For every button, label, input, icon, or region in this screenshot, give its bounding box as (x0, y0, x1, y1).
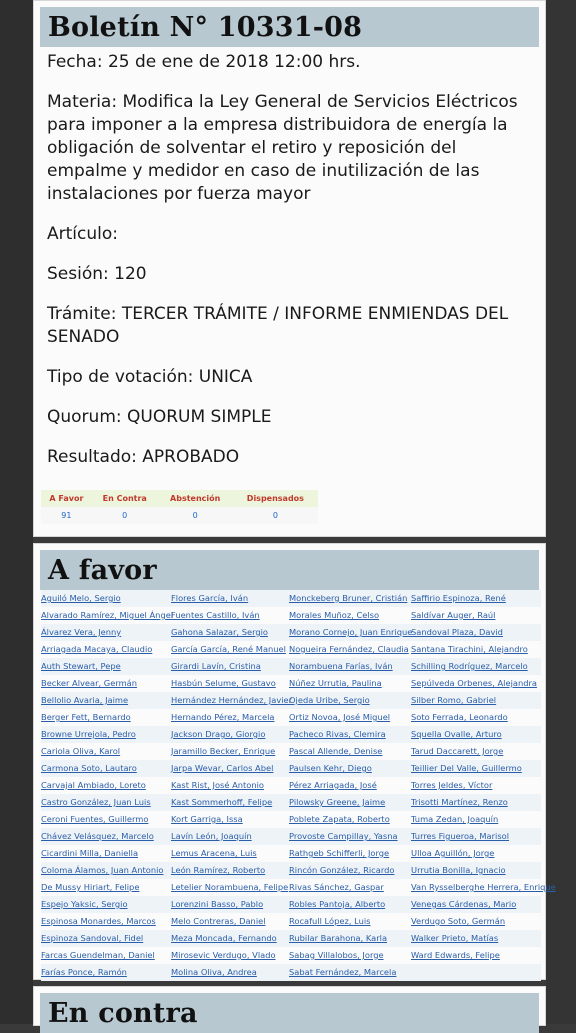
deputy-name-link[interactable]: Farías Ponce, Ramón (41, 967, 127, 977)
deputy-name-link[interactable]: Coloma Álamos, Juan Antonio (41, 865, 164, 875)
deputy-name-link[interactable]: Melo Contreras, Daniel (171, 916, 266, 926)
deputy-name-link[interactable]: Ulloa Aguillón, Jorge (411, 848, 495, 858)
boletin-header (40, 7, 539, 47)
deputy-name-link[interactable]: Jackson Drago, Giorgio (171, 729, 266, 739)
deputy-name-link[interactable]: Pilowsky Greene, Jaime (289, 797, 386, 807)
deputy-name-link[interactable]: Robles Pantoja, Alberto (289, 899, 386, 909)
deputy-name-link[interactable]: Ceroni Fuentes, Guillermo (41, 814, 149, 824)
boletin-title: Boletín N° 10331-08 (48, 11, 363, 43)
fecha-text: Fecha: 25 de ene de 2018 12:00 hrs. (47, 52, 361, 72)
deputy-name-link[interactable]: Pacheco Rivas, Clemira (289, 729, 386, 739)
summary-header-row (41, 490, 318, 507)
summary-header-a-favor: A Favor (41, 490, 92, 507)
deputy-name-link[interactable]: Tuma Zedan, Joaquín (411, 814, 499, 824)
deputy-name-link[interactable]: Mirosevic Verdugo, Vlado (171, 950, 276, 960)
deputy-name-link[interactable]: Flores García, Iván (171, 593, 249, 603)
deputy-name-link[interactable]: De Mussy Hiriart, Felipe (41, 882, 140, 892)
summary-value-abstencion[interactable]: 0 (158, 507, 233, 524)
deputy-name-link[interactable]: Turres Figueroa, Marisol (411, 831, 510, 841)
deputy-name-link[interactable]: Schilling Rodríguez, Marcelo (411, 661, 528, 671)
deputy-name-link[interactable]: Carmona Soto, Lautaro (41, 763, 137, 773)
deputy-name-link[interactable]: Hasbún Selume, Gustavo (171, 678, 276, 688)
deputy-name-link[interactable]: Sabat Fernández, Marcela (289, 967, 397, 977)
deputy-name-link[interactable]: Espejo Yaksic, Sergio (41, 899, 128, 909)
deputy-name-link[interactable]: Hernández Hernández, Javier (171, 695, 293, 705)
deputy-name-link[interactable]: Poblete Zapata, Roberto (289, 814, 390, 824)
deputy-name-link[interactable]: Auth Stewart, Pepe (41, 661, 121, 671)
quorum-text: Quorum: QUORUM SIMPLE (47, 407, 272, 427)
deputy-name-link[interactable]: Provoste Campillay, Yasna (289, 831, 398, 841)
boletin-info (34, 51, 545, 469)
deputy-name-link[interactable]: Berger Fett, Bernardo (41, 712, 131, 722)
summary-header-dispensados: Dispensados (233, 490, 318, 507)
summary-header-en-contra: En Contra (92, 490, 158, 507)
articulo-text: Artículo: (47, 224, 118, 244)
deputy-name-link[interactable]: Letelier Norambuena, Felipe (171, 882, 289, 892)
deputy-name-link[interactable]: Lavín León, Joaquín (171, 831, 252, 841)
deputy-name-link[interactable]: Venegas Cárdenas, Mario (411, 899, 517, 909)
deputy-name-link[interactable]: Rubilar Barahona, Karla (289, 933, 388, 943)
deputy-name-link[interactable]: Squella Ovalle, Arturo (411, 729, 502, 739)
en-contra-title: En contra (48, 997, 198, 1029)
deputy-name-link[interactable]: Kort Garriga, Issa (171, 814, 243, 824)
deputy-name-link[interactable]: León Ramírez, Roberto (171, 865, 266, 875)
deputy-name-link[interactable]: Browne Urrejola, Pedro (41, 729, 136, 739)
deputy-name-link[interactable]: Gahona Salazar, Sergio (171, 627, 268, 637)
deputy-name-link[interactable]: Trisotti Martínez, Renzo (411, 797, 508, 807)
deputy-name-link[interactable]: Tarud Daccarett, Jorge (411, 746, 504, 756)
deputy-name-link[interactable]: Sandoval Plaza, David (411, 627, 503, 637)
deputy-name-link[interactable]: Soto Ferrada, Leonardo (411, 712, 508, 722)
deputy-name-link[interactable]: Saffirio Espinoza, René (411, 593, 506, 603)
deputy-name-link[interactable]: Espinoza Sandoval, Fidel (41, 933, 144, 943)
vote-summary-table (41, 490, 318, 524)
deputy-name-link[interactable]: Pérez Arriagada, José (289, 780, 377, 790)
a-favor-panel (33, 543, 556, 980)
deputy-name-link[interactable]: Verdugo Soto, Germán (411, 916, 506, 926)
deputy-name-link[interactable]: Meza Moncada, Fernando (171, 933, 277, 943)
deputy-name-link[interactable]: Paulsen Kehr, Diego (289, 763, 372, 773)
deputy-name-link[interactable]: Van Rysselberghe Herrera, Enrique (411, 882, 556, 892)
deputy-name-link[interactable]: Espinosa Monardes, Marcos (41, 916, 156, 926)
deputy-name-link[interactable]: Monckeberg Bruner, Cristián (289, 593, 408, 603)
deputy-name-link[interactable]: Molina Oliva, Andrea (171, 967, 257, 977)
summary-header-abstencion: Abstención (158, 490, 233, 507)
deputy-name-link[interactable]: Álvarez Vera, Jenny (41, 627, 122, 637)
deputy-name-link[interactable]: Alvarado Ramírez, Miguel Ángel (41, 610, 174, 620)
deputy-name-link[interactable]: Nogueira Fernández, Claudia (289, 644, 409, 654)
sesion-text: Sesión: 120 (47, 264, 147, 284)
deputy-name-link[interactable]: Farcas Guendelman, Daniel (41, 950, 155, 960)
deputy-name-link[interactable]: Rathgeb Schifferli, Jorge (289, 848, 390, 858)
a-favor-title: A favor (48, 554, 157, 586)
right-margin (546, 0, 576, 1024)
deputy-name-link[interactable]: Ortiz Novoa, José Miguel (289, 712, 391, 722)
boletin-panel (33, 0, 546, 537)
deputy-name-link[interactable]: Carvajal Ambiado, Loreto (41, 780, 146, 790)
tipo-votacion-text: Tipo de votación: UNICA (47, 367, 253, 387)
summary-value-a-favor[interactable]: 91 (41, 507, 92, 524)
deputy-name-link[interactable]: Arriagada Macaya, Claudio (41, 644, 153, 654)
materia-text: Materia: Modifica la Ley General de Servicios Eléctricos para imponer a la empresa distribuidora de energía la obligación de solventar el retiro y reposición del empalme y medidor en caso de inutilización de las instalaciones por fuerza mayor (47, 92, 518, 204)
deputy-name-link[interactable]: Cariola Oliva, Karol (41, 746, 121, 756)
a-favor-header (40, 550, 539, 590)
deputy-name-link[interactable]: Urrutia Bonilla, Ignacio (411, 865, 506, 875)
deputy-name-link[interactable]: Fuentes Castillo, Iván (171, 610, 260, 620)
deputy-name-link[interactable]: Lorenzini Basso, Pablo (171, 899, 264, 909)
deputy-name-link[interactable]: Becker Alvear, Germán (41, 678, 138, 688)
deputy-name-link[interactable]: Jarpa Wevar, Carlos Abel (171, 763, 274, 773)
deputy-name-link[interactable]: Kast Sommerhoff, Felipe (171, 797, 273, 807)
deputy-name-link[interactable]: Sepúlveda Orbenes, Alejandra (411, 678, 537, 688)
en-contra-header (40, 993, 539, 1033)
deputy-name-link[interactable]: Rivas Sánchez, Gaspar (289, 882, 384, 892)
deputy-name-link[interactable]: Hernando Pérez, Marcela (171, 712, 275, 722)
deputy-name-link[interactable]: Santana Tirachini, Alejandro (411, 644, 528, 654)
deputy-name-link[interactable]: Cicardini Milla, Daniella (41, 848, 139, 858)
deputy-name-link[interactable]: Rocafull López, Luis (289, 916, 371, 926)
deputy-name-link[interactable]: Ward Edwards, Felipe (411, 950, 500, 960)
deputy-name-link[interactable]: Walker Prieto, Matías (411, 933, 499, 943)
deputy-name-link[interactable]: Morales Muñoz, Celso (289, 610, 380, 620)
deputy-name-link[interactable]: Norambuena Farías, Iván (289, 661, 393, 671)
deputy-name-link[interactable]: Ojeda Uribe, Sergio (289, 695, 370, 705)
tramite-text: Trámite: TERCER TRÁMITE / INFORME ENMIENDAS DEL SENADO (47, 304, 509, 347)
left-margin (0, 0, 33, 1024)
deputy-name-link[interactable]: Bellolio Avaria, Jaime (41, 695, 129, 705)
deputy-name-link[interactable]: Lemus Aracena, Luis (171, 848, 257, 858)
deputy-name-link[interactable]: Aguiló Melo, Sergio (41, 593, 121, 603)
deputy-name-link[interactable]: Rincón González, Ricardo (289, 865, 395, 875)
en-contra-panel (33, 986, 546, 1029)
deputy-name-link[interactable]: Jaramillo Becker, Enrique (171, 746, 276, 756)
deputy-name-link[interactable]: Chávez Velásquez, Marcelo (41, 831, 154, 841)
deputy-name-link[interactable]: Torres Jeldes, Víctor (411, 780, 493, 790)
summary-value-en-contra[interactable]: 0 (92, 507, 158, 524)
summary-value-row (41, 507, 318, 524)
deputy-name-link[interactable]: García García, René Manuel (171, 644, 286, 654)
deputy-name-link[interactable]: Morano Cornejo, Juan Enrique (289, 627, 413, 637)
resultado-text: Resultado: APROBADO (47, 447, 240, 467)
summary-value-dispensados[interactable]: 0 (233, 507, 318, 524)
deputy-name-link[interactable]: Pascal Allende, Denise (289, 746, 383, 756)
deputy-name-link[interactable]: Teillier Del Valle, Guillermo (411, 763, 522, 773)
deputy-name-link[interactable]: Girardi Lavín, Cristina (171, 661, 261, 671)
deputy-name-link[interactable]: Núñez Urrutia, Paulina (289, 678, 382, 688)
deputy-name-link[interactable]: Kast Rist, José Antonio (171, 780, 265, 790)
deputy-name-link[interactable]: Sabag Villalobos, Jorge (289, 950, 384, 960)
deputy-name-link[interactable]: Saldívar Auger, Raúl (411, 610, 496, 620)
deputy-name-link[interactable]: Castro González, Juan Luis (41, 797, 151, 807)
deputy-name-link[interactable]: Silber Romo, Gabriel (411, 695, 497, 705)
